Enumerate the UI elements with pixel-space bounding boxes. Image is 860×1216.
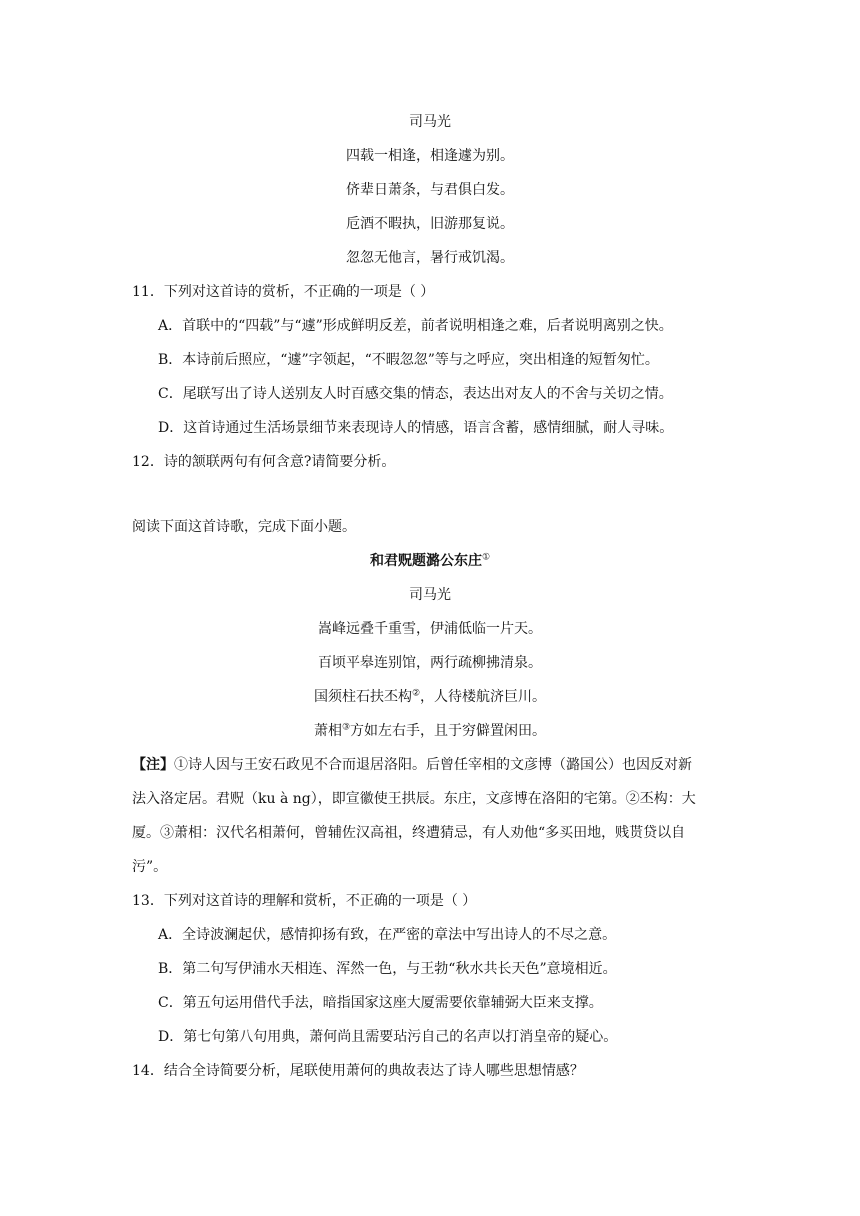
note-line-1-text: ①诗人因与王安石政见不合而退居洛阳。后曾任宰相的文彦博（潞国公）也因反对新 xyxy=(174,757,692,773)
question-11-option-c: C．尾联写出了诗人送别友人时百感交集的情态，表达出对友人的不舍与关切之情。 xyxy=(158,386,673,402)
poem2-line-3 xyxy=(0,687,860,707)
poem2-line-4-part2: 方如左右手，且于穷僻置闲田。 xyxy=(350,723,547,739)
poem1-line-1: 四载一相逢，相逢遽为别。 xyxy=(346,148,514,164)
poem1-line-4: 忽忽无他言，暑行戒饥渴。 xyxy=(346,250,514,266)
poem2-title-text: 和君贶题潞公东庄 xyxy=(369,553,482,569)
poem1-author: 司马光 xyxy=(409,114,451,130)
poem1-line-3: 卮酒不暇执，旧游那复说。 xyxy=(346,216,514,232)
poem2-line-4-part1: 萧相 xyxy=(313,723,342,739)
question-11-option-d: D．这首诗通过生活场景细节来表现诗人的情感，语言含蓄，感情细腻，耐人寻味。 xyxy=(158,420,674,436)
note-line-1 xyxy=(132,755,692,775)
reading-intro: 阅读下面这首诗歌，完成下面小题。 xyxy=(132,519,356,535)
poem2-line-1: 嵩峰远叠千重雪，伊浦低临一片天。 xyxy=(318,621,542,637)
poem2-author: 司马光 xyxy=(409,587,451,603)
question-13-stem: 13．下列对这首诗的理解和赏析，不正确的一项是（ ） xyxy=(132,893,477,909)
poem1-line-2: 侪辈日萧条，与君俱白发。 xyxy=(346,182,514,198)
note-line-2: 法入洛定居。君贶（ku à ng），即宣徽使王拱辰。东庄，文彦博在洛阳的宅第。②丕构：大 xyxy=(132,791,696,807)
poem2-line-4-footnote-mark: ③ xyxy=(341,722,351,733)
question-13-option-d: D．第七句第八句用典，萧何尚且需要玷污自己的名声以打消皇帝的疑心。 xyxy=(158,1029,618,1045)
poem2-line-4 xyxy=(0,721,860,741)
poem2-title xyxy=(0,551,860,571)
note-label: 【注】 xyxy=(132,757,174,773)
question-12-stem: 12．诗的颔联两句有何含意?请简要分析。 xyxy=(132,454,396,470)
question-13-option-c: C．第五句运用借代手法，暗指国家这座大厦需要依靠辅弼大臣来支撑。 xyxy=(158,995,603,1011)
note-line-3: 厦。③萧相：汉代名相萧何，曾辅佐汉高祖，终遭猜忌，有人劝他“多买田地，贱贳贷以自 xyxy=(132,825,686,841)
question-13-option-b: B．第二句写伊浦水天相连、浑然一色，与王勃“秋水共长天色”意境相近。 xyxy=(158,961,617,977)
poem2-line-3-part2: ，人待楼航济巨川。 xyxy=(420,689,547,705)
question-11-stem: 11．下列对这首诗的赏析，不正确的一项是（ ） xyxy=(132,284,435,300)
question-14-stem: 14．结合全诗简要分析，尾联使用萧何的典故表达了诗人哪些思想情感？ xyxy=(132,1063,584,1079)
poem2-line-3-part1: 国须柱石扶丕构 xyxy=(313,689,412,705)
poem2-line-3-footnote-mark: ② xyxy=(411,688,421,699)
poem2-line-2: 百顷平皋连别馆，两行疏柳拂清泉。 xyxy=(318,655,542,671)
question-13-option-a: A．全诗波澜起伏，感情抑扬有致，在严密的章法中写出诗人的不尽之意。 xyxy=(158,927,617,943)
note-line-4: 污”。 xyxy=(132,859,168,875)
question-11-option-b: B．本诗前后照应，“遽”字领起，“不暇忽忽”等与之呼应，突出相逢的短暂匆忙。 xyxy=(158,352,659,368)
question-11-option-a: A．首联中的“四载”与“遽”形成鲜明反差，前者说明相逢之难，后者说明离别之快。 xyxy=(158,318,673,334)
poem2-title-footnote-mark: ① xyxy=(481,552,491,563)
